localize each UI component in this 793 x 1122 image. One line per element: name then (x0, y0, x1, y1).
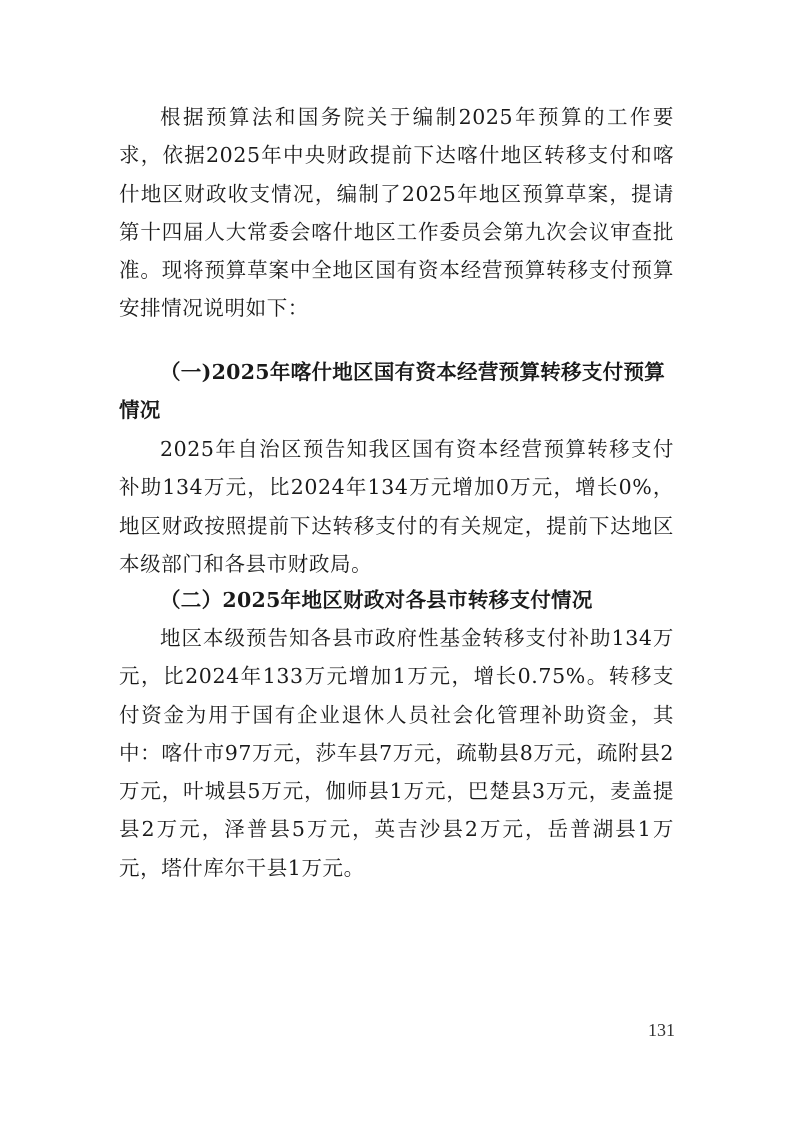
section-1-paragraph: 2025年自治区预告知我区国有资本经营预算转移支付补助134万元，比2024年134万元增加0万元，增长0%，地区财政按照提前下达转移支付的有关规定，提前下达地区本级部门和各县市财政局。 (119, 437, 674, 576)
section-1-heading: （一)2025年喀什地区国有资本经营预算转移支付预算情况 (119, 360, 666, 423)
section-2-paragraph: 地区本级预告知各县市政府性基金转移支付补助134万元，比2024年133万元增加1万元，增长0.75%。转移支付资金为用于国有企业退休人员社会化管理补助资金，其中：喀什市97万元，莎车县7万元，疏勒县8万元，疏附县2万元，叶城县5万元，伽师县1万元，巴楚县3万元，麦盖提县2万元，泽普县5万元，英吉沙县2万元，岳普湖县1万元，塔什库尔干县1万元。 (119, 626, 674, 880)
page-number: 131 (648, 1020, 675, 1040)
section-2-heading: （二）2025年地区财政对各县市转移支付情况 (160, 588, 593, 612)
intro-paragraph: 根据预算法和国务院关于编制2025年预算的工作要求，依据2025年中央财政提前下达喀什地区转移支付和喀什地区财政收支情况，编制了2025年地区预算草案，提请第十四届人大常委会喀什地区工作委员会第九次会议审查批准。现将预算草案中全地区国有资本经营预算转移支付预算安排情况说明如下： (119, 105, 674, 321)
